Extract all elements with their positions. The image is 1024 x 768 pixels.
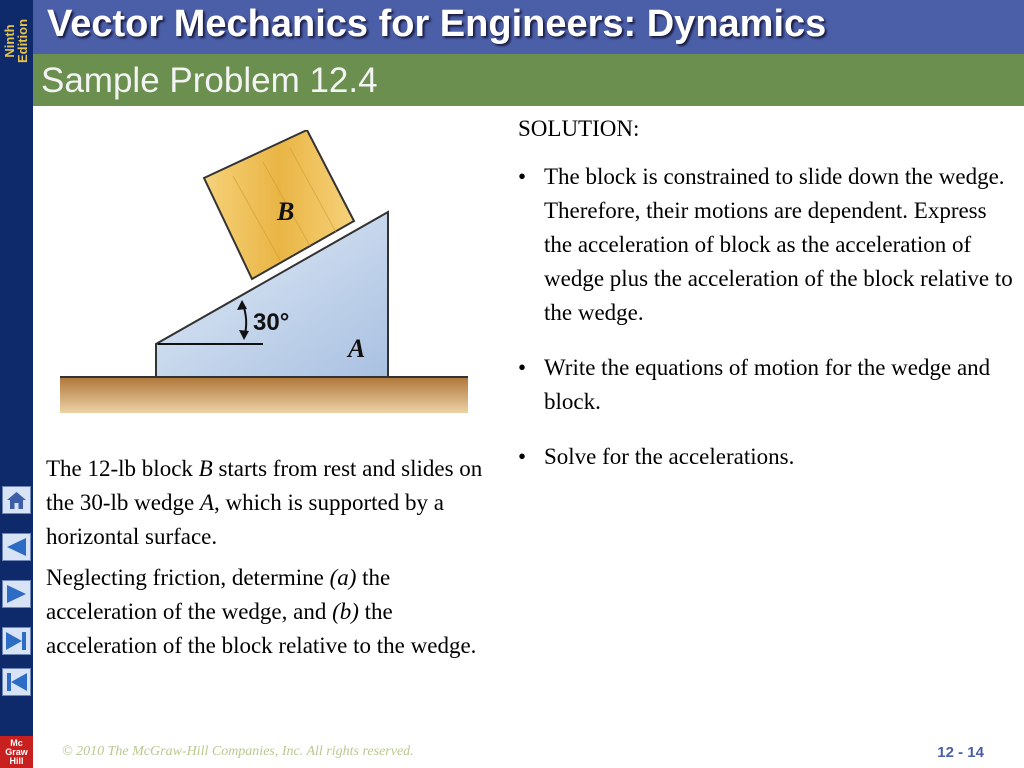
problem-text: starts from rest and slides on the 30-lb wedge <box>46 456 483 515</box>
problem-text: , which is supported by a horizontal surface. <box>46 490 444 549</box>
problem-text: Neglecting friction, determine <box>46 565 330 590</box>
solution-bullet <box>518 440 1013 474</box>
edition-line-1: Ninth <box>2 24 18 58</box>
angle-label: 30° <box>253 309 290 336</box>
wedge-label: A <box>348 334 366 363</box>
page-number: 12 - 14 <box>937 744 984 761</box>
mcgraw-hill-logo <box>0 736 33 768</box>
book-title: Vector Mechanics for Engineers: Dynamics <box>47 3 827 45</box>
problem-text: the acceleration of the block relative to the wedge. <box>46 599 477 658</box>
back-arrow-icon <box>3 534 30 560</box>
copyright-notice: © 2010 The McGraw-Hill Companies, Inc. All rights reserved. <box>62 744 414 759</box>
forward-arrow-icon <box>3 581 30 607</box>
bullet-text: The block is constrained to slide down the wedge. Therefore, their motions are dependent. Express the acceleration of block as the acceleration of wedge plus the acceleration of the block relative to the wedge. <box>544 164 1013 325</box>
slide-title: Sample Problem 12.4 <box>41 61 378 100</box>
sidebar <box>0 0 33 768</box>
problem-paragraph-2 <box>46 561 496 663</box>
solution-heading: SOLUTION: <box>518 116 640 141</box>
solution-bullet <box>518 160 1013 330</box>
logo-line-2: Graw <box>5 746 28 757</box>
bullet-dot: • <box>518 355 527 380</box>
home-icon <box>3 487 30 513</box>
solution-bullet <box>518 351 1013 419</box>
ground <box>60 377 468 413</box>
part-b-ref: (b) <box>332 599 359 624</box>
logo-line-3: Hill <box>9 755 24 766</box>
bullet-text: Solve for the accelerations. <box>544 444 795 469</box>
back-button[interactable] <box>2 533 31 561</box>
forward-button[interactable] <box>2 580 31 608</box>
problem-paragraph-1 <box>46 452 496 554</box>
bullet-dot: • <box>518 444 527 469</box>
last-slide-icon <box>3 628 30 654</box>
edition-label <box>0 0 33 82</box>
wedge-ref: A <box>199 490 214 515</box>
problem-statement <box>46 452 496 670</box>
block-ref: B <box>198 456 213 481</box>
problem-text: the acceleration of the wedge, and <box>46 565 391 624</box>
wedge-block-diagram <box>58 130 478 420</box>
logo-line-1: Mc <box>10 737 23 748</box>
last-slide-button[interactable] <box>2 627 31 655</box>
block-label: B <box>277 197 295 226</box>
first-slide-button[interactable] <box>2 668 31 696</box>
problem-text: The 12-lb block <box>46 456 199 481</box>
part-a-ref: (a) <box>329 565 357 590</box>
solution-section <box>518 112 1013 495</box>
edition-line-2: Edition <box>15 18 31 64</box>
title-bar <box>33 0 1024 54</box>
subtitle-bar <box>33 54 1024 106</box>
bullet-dot: • <box>518 164 527 189</box>
home-button[interactable] <box>2 486 31 514</box>
first-slide-icon <box>3 669 30 695</box>
bullet-text: Write the equations of motion for the wedge and block. <box>544 355 991 414</box>
